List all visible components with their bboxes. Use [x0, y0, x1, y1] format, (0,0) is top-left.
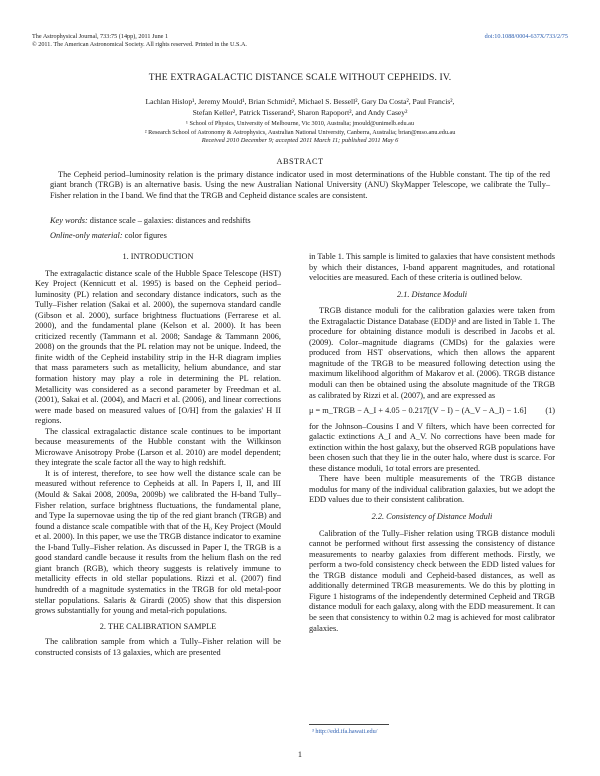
right-column [309, 252, 555, 634]
section-1-heading: 1. INTRODUCTION [122, 252, 194, 261]
equation-1 [309, 406, 555, 417]
keywords-label: Key words: [50, 216, 88, 225]
intro-paragraph-3: It is of interest, therefore, to see how well the distance scale can be measured without reference to Cepheids at all. In Papers I, II, and III (Mould & Sakai 2008, 2009a, 2009b) we calibrated the H-band Tully–Fisher relation, surface brightness fluctuations, the fundamental plane, and Type Ia supernovae using the tip of the red giant branch (TRGB) and found a distance scale compatible with that of the H₀ Key Project (Mould et al. 2000). In this paper, we use the TRGB distance indicator to examine the I-band Tully–Fisher relation. As discussed in Paper I, the TRGB is a good standard candle because it results from the helium flash on the red giant branch (RGB), which theory suggests is relatively immune to metallicity effects in old stellar populations. Rizzi et al. (2007) find hundredth of a magnitude systematics in the TRGB for old metal-poor stellar populations. Salaris & Girardi (2005) show that this dispersion grows substantially for young and metal-rich populations. [35, 468, 281, 616]
author-line-2: Stefan Keller², Patrick Tisserand², Sharon Rapoport², and Andy Casey² [192, 108, 408, 118]
left-column [35, 252, 281, 658]
subsection-2-1-heading: 2.1. Distance Moduli [396, 289, 468, 299]
copyright-line: © 2011. The American Astronomical Society. All rights reserved. Printed in the U.S.A. [32, 41, 247, 49]
online-material [50, 231, 550, 240]
keywords [50, 216, 550, 225]
section-2-heading: 2. THE CALIBRATION SAMPLE [99, 621, 217, 631]
journal-header [32, 33, 247, 50]
equation-1-number: (1) [545, 406, 555, 416]
consistency-paragraph: Calibration of the Tully–Fisher relation using TRGB distance moduli cannot be performed without first assessing the consistency of distance measurements to nearby galaxies from different methods. Firstly, we perform a two-fold consistency check between the EDD listed values for the TRGB distance moduli and Cepheid-based distances, as well as additionally determined TRGB measurements. We do this by plotting in Figure 1 histograms of the independently determined Cepheid and TRGB distance moduli for each galaxy, along with the EDD measurement. It can be seen that consistency to within 0.2 mag is achieved for most calibrator galaxies. [309, 528, 555, 633]
doi-link[interactable]: doi:10.1088/0004-637X/733/2/75 [484, 33, 568, 40]
page-number: 1 [297, 750, 303, 759]
calibration-paragraph-2: in Table 1. This sample is limited to galaxies that have consistent methods by which their distances, I-band apparent magnitudes, and rotational velocities are measured. Each of these criteria is outlined below. [309, 252, 555, 283]
abstract-text: The Cepheid period–luminosity relation is the primary distance indicator used in most determinations of the Hubble constant. The tip of the red giant branch (TRGB) is an alternative basis. Using the new Australian National University (ANU) SkyMapper Telescope, we calibrate the Tully–Fisher relation in the I band. We find that the TRGB and Cepheid distance scales are consistent. [50, 170, 550, 200]
affiliations [40, 119, 560, 137]
abstract-heading: ABSTRACT [276, 157, 324, 166]
online-label: Online-only material: [50, 231, 123, 240]
journal-line: The Astrophysical Journal, 733:75 (14pp), 2011 June 1 [32, 33, 169, 40]
calibration-paragraph-1: The calibration sample from which a Tully–Fisher relation will be constructed consists of 13 galaxies, which are presented [35, 637, 281, 657]
received-dates: Received 2010 December 9; accepted 2011 March 11; published 2011 May 6 [201, 137, 399, 144]
distance-moduli-paragraph: TRGB distance moduli for the calibration galaxies were taken from the Extragalactic Distance Database (EDD)³ and are listed in Table 1. The procedure for obtaining distance moduli is described in Jacobs et al. (2009). Color–magnitude diagrams (CMDs) for the galaxies were produced from HST observations, which then allows the apparent magnitude of the TRGB to be measured following detection using the maximum likelihood algorithm of Makarov et al. (2006). TRGB distance moduli can then be obtained using the absolute magnitude of the TRGB as calibrated by Rizzi et al. (2007), and are expressed as [309, 306, 555, 400]
footnote-rule [309, 724, 389, 725]
footnote-link[interactable]: ³ http://edd.ifa.hawaii.edu/ [312, 728, 378, 735]
extinction-paragraph: for the Johnson–Cousins I and V filters, which have been corrected for galactic extinctions A_I and A_V. No corrections have been made for extinction within the host galaxy, but the observed RGB populations have been chosen such that they lie in the outer halo, where dust is scarce. For these distance moduli, 1σ total errors are presented. [309, 421, 555, 473]
intro-paragraph-2: The classical extragalactic distance scale continues to be important because measurements of the Hubble constant with the Wilkinson Microwave Anisotropy Probe (Larson et al. 2010) are model dependent; they integrate the scale factor all the way to high redshift. [35, 426, 281, 468]
keywords-value: distance scale – galaxies: distances and redshifts [89, 216, 251, 225]
paper-title: THE EXTRAGALACTIC DISTANCE SCALE WITHOUT CEPHEIDS. IV. [148, 72, 452, 83]
affiliation-2: ² Research School of Astronomy & Astrophysics, Australian National University, Canberra, Australia; brian@mso.anu.edu.au [144, 129, 456, 136]
subsection-2-2-heading: 2.2. Consistency of Distance Moduli [371, 512, 493, 522]
author-line-1: Lachlan Hislop¹, Jeremy Mould¹, Brian Schmidt², Michael S. Bessell², Gary Da Costa², Paul Francis², [145, 97, 455, 106]
equation-1-body: μ = m_TRGB − A_I + 4.05 − 0.217[(V − I) − (A_V − A_I) − 1.6] [309, 406, 527, 416]
online-value: color figures [124, 231, 167, 240]
edd-values-paragraph: There have been multiple measurements of the TRGB distance modulus for many of the individual calibration galaxies, but we adopt the EDD values due to their consistent calibration. [309, 474, 555, 505]
author-list [60, 96, 540, 119]
intro-paragraph-1: The extragalactic distance scale of the Hubble Space Telescope (HST) Key Project (Kennicutt et al. 1995) is based on the Cepheid period–luminosity (PL) relation and secondary distance indicators, such as the Tully–Fisher relation (Sakai et al. 2000), the supernova standard candle (Gibson et al. 2000), surface brightness fluctuations (Ferrarese et al. 2000), and the fundamental plane (Kelson et al. 2000). It has been criticized recently (Tammann et al. 2008; Sandage & Tammann 2006, 2008) on the grounds that the PL relation may not be unique. Indeed, the finite width of the Cepheid instability strip in the H-R diagram implies that mass parameters such as metallicity, helium abundance, and star formation history may play a role in determining the PL relation. Metallicity was considered as a second parameter by Freedman et al. (2001), Sakai et al. (2004), and Macri et al. (2006), and linear corrections were made based on measured values of [O/H] from the galaxies' H II regions. [35, 268, 281, 426]
affiliation-1: ¹ School of Physics, University of Melbourne, Vic 3010, Australia; jmould@unimelb.edu.au [186, 120, 414, 127]
